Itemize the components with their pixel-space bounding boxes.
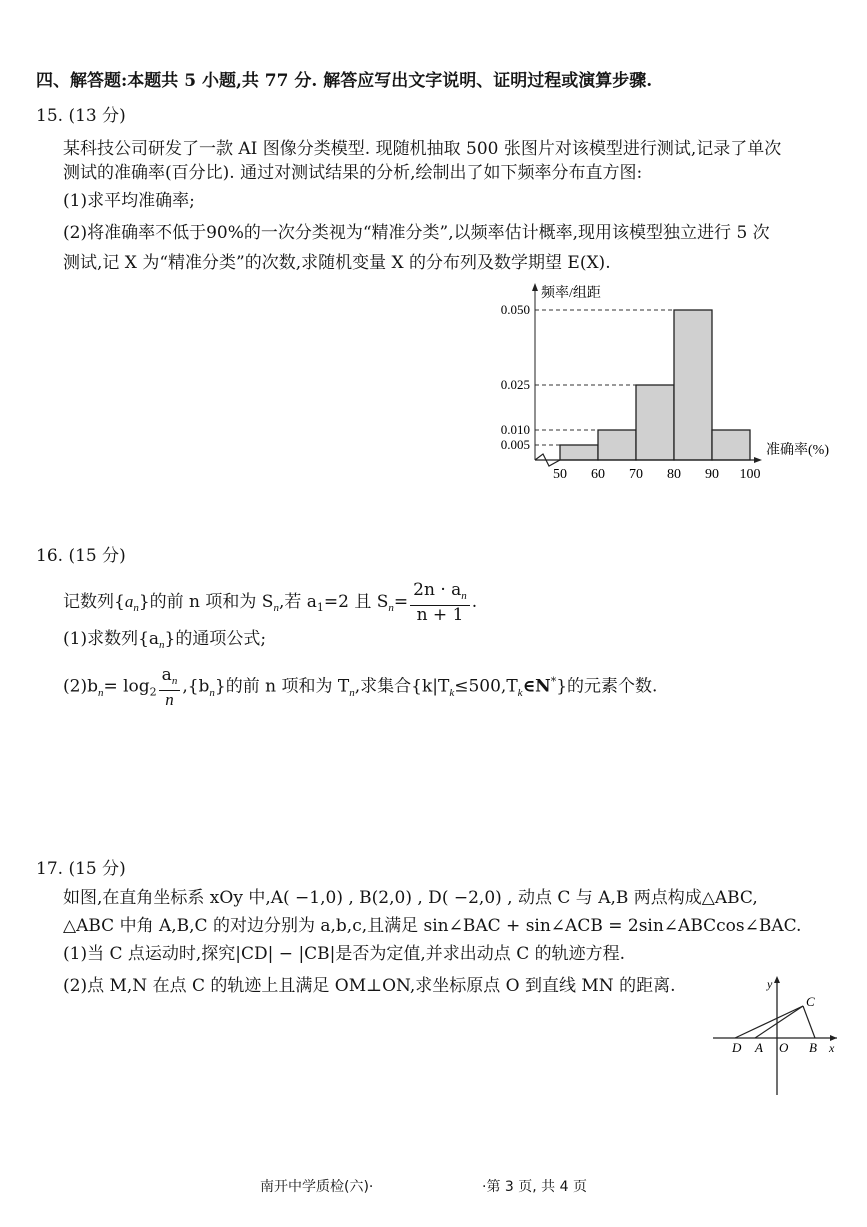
x-axis-arrow (754, 457, 762, 463)
q16-part2-a: (2)b (63, 676, 98, 697)
q16-part2-g: ∈N (522, 676, 551, 697)
histogram-bar (598, 430, 636, 460)
q16-part2-f: ≤500,T (454, 676, 518, 697)
q17-number: 17. (15 分) (36, 859, 126, 879)
y-axis-arrow (532, 283, 538, 291)
label-d: D (732, 1040, 742, 1055)
segment-cb (803, 1006, 815, 1038)
label-x: x (829, 1041, 835, 1055)
q16-part2-frac-den: n (165, 689, 174, 709)
q17-part1: (1)当 C 点运动时,探究|CD| − |CB|是否为定值,并求出动点 C 的轨迹方程. (63, 944, 626, 964)
label-a: A (755, 1040, 763, 1055)
q16-part2-h: }的元素个数. (556, 676, 658, 697)
x-tick-label: 90 (705, 467, 719, 482)
q16-part2-c: ,{b (182, 676, 210, 697)
x-axis-label: 准确率(%) (766, 443, 829, 458)
label-y: y (767, 977, 773, 991)
label-b: B (809, 1040, 817, 1055)
histogram-bar (560, 445, 598, 460)
frequency-histogram (480, 275, 850, 490)
q16-part2-b: = log (103, 676, 150, 697)
x-tick-label: 100 (739, 467, 761, 482)
histogram-bar (636, 385, 674, 460)
q16-statement: 记数列$\{a_n\}$的前 n 项和为 $S_n$,若 $a_1=2$ 且 $S_n=$ $\frac{2n \cdot a_n}{n + 1}$ . (63, 580, 478, 625)
y-axis-arrow (774, 976, 780, 983)
y-tick-label: 0.025 (500, 377, 530, 392)
q16-text-b: }的前 n 项和为 S (138, 592, 274, 612)
q16-number: 16. (15 分) (36, 546, 126, 566)
q17-part2: (2)点 M,N 在点 C 的轨迹上且满足 OM⊥ON,求坐标原点 O 到直线 MN 的距离. (63, 976, 676, 996)
q15-intro-line2: 测试的准确率(百分比). 通过对测试结果的分析,绘制出了如下频率分布直方图: (63, 163, 643, 183)
coordinate-figure (705, 970, 845, 1100)
y-axis-label: 频率/组距 (541, 286, 601, 301)
q16-text-e: = (393, 592, 409, 612)
q16-part2-fraction: $\frac{a_n}{n}$ (159, 666, 181, 709)
q16-frac-num: 2n · a (413, 580, 462, 600)
q16-part1: (1)求数列$\{a_n\}$的通项公式; (63, 629, 267, 651)
section-heading: 四、解答题:本题共 5 小题,共 77 分. 解答应写出文字说明、证明过程或演算步骤. (36, 71, 653, 91)
histogram-bar (712, 430, 750, 460)
q15-part2-line2: 测试,记 X 为“精准分类”的次数,求随机变量 X 的分布列及数学期望 E(X). (63, 253, 611, 273)
q16-part1-text: (1)求数列{a (63, 629, 160, 649)
q16-frac-den: n + 1 (416, 605, 464, 625)
footer-school: 南开中学质检(六)· (260, 1179, 374, 1195)
q15-number: 15. (13 分) (36, 106, 126, 126)
x-tick-label: 60 (591, 467, 605, 482)
q16-text-c: ,若 a (278, 592, 317, 612)
segment-ac (755, 1006, 803, 1038)
q17-line2: △ABC 中角 A,B,C 的对边分别为 a,b,c,且满足 sin∠BAC + sin∠ACB = 2sin∠ABCcos∠BAC. (63, 916, 802, 936)
x-tick-label: 70 (629, 467, 643, 482)
q16-text-d: =2 且 S (323, 592, 389, 612)
q16-part2-e: ,求集合{k|T (354, 676, 450, 697)
q17-line1: 如图,在直角坐标系 xOy 中,A( −1,0) , B(2,0) , D( −2,0) , 动点 C 与 A,B 两点构成△ABC, (63, 888, 758, 908)
y-tick-label: 0.050 (500, 302, 530, 317)
q16-part1-end: }的通项公式; (164, 629, 267, 649)
q16-part2-frac-num: a (161, 664, 172, 685)
q16-text-a: 记数列{ (63, 592, 125, 612)
y-tick-label: 0.005 (500, 437, 530, 452)
q16-part2-d: }的前 n 项和为 T (214, 676, 350, 697)
q15-part1: (1)求平均准确率; (63, 191, 195, 211)
q16-fraction: $\frac{2n \cdot a_n}{n + 1}$ (410, 581, 470, 624)
segment-dc (735, 1006, 803, 1038)
q15-part2-line1: (2)将准确率不低于90%的一次分类视为“精准分类”,以频率估计概率,现用该模型独立进行 5 次 (63, 223, 770, 243)
footer-page: ·第 3 页, 共 4 页 (482, 1179, 587, 1195)
label-o: O (779, 1040, 789, 1055)
x-tick-label: 80 (667, 467, 681, 482)
y-tick-label: 0.010 (500, 422, 530, 437)
x-tick-label: 50 (553, 467, 567, 482)
label-c: C (806, 994, 815, 1009)
q15-intro-line1: 某科技公司研发了一款 AI 图像分类模型. 现随机抽取 500 张图片对该模型进行测试,记录了单次 (63, 139, 782, 159)
q16-part2: $(2)b_n= \log_2$ $\frac{a_n}{n}$ $,\{b_n\}$的前 n 项和为 $T_n$,求集合$\{k|T_k\le 500,T_k\in N^*\}$的元素个数. (63, 664, 658, 709)
histogram-bar (674, 310, 712, 460)
